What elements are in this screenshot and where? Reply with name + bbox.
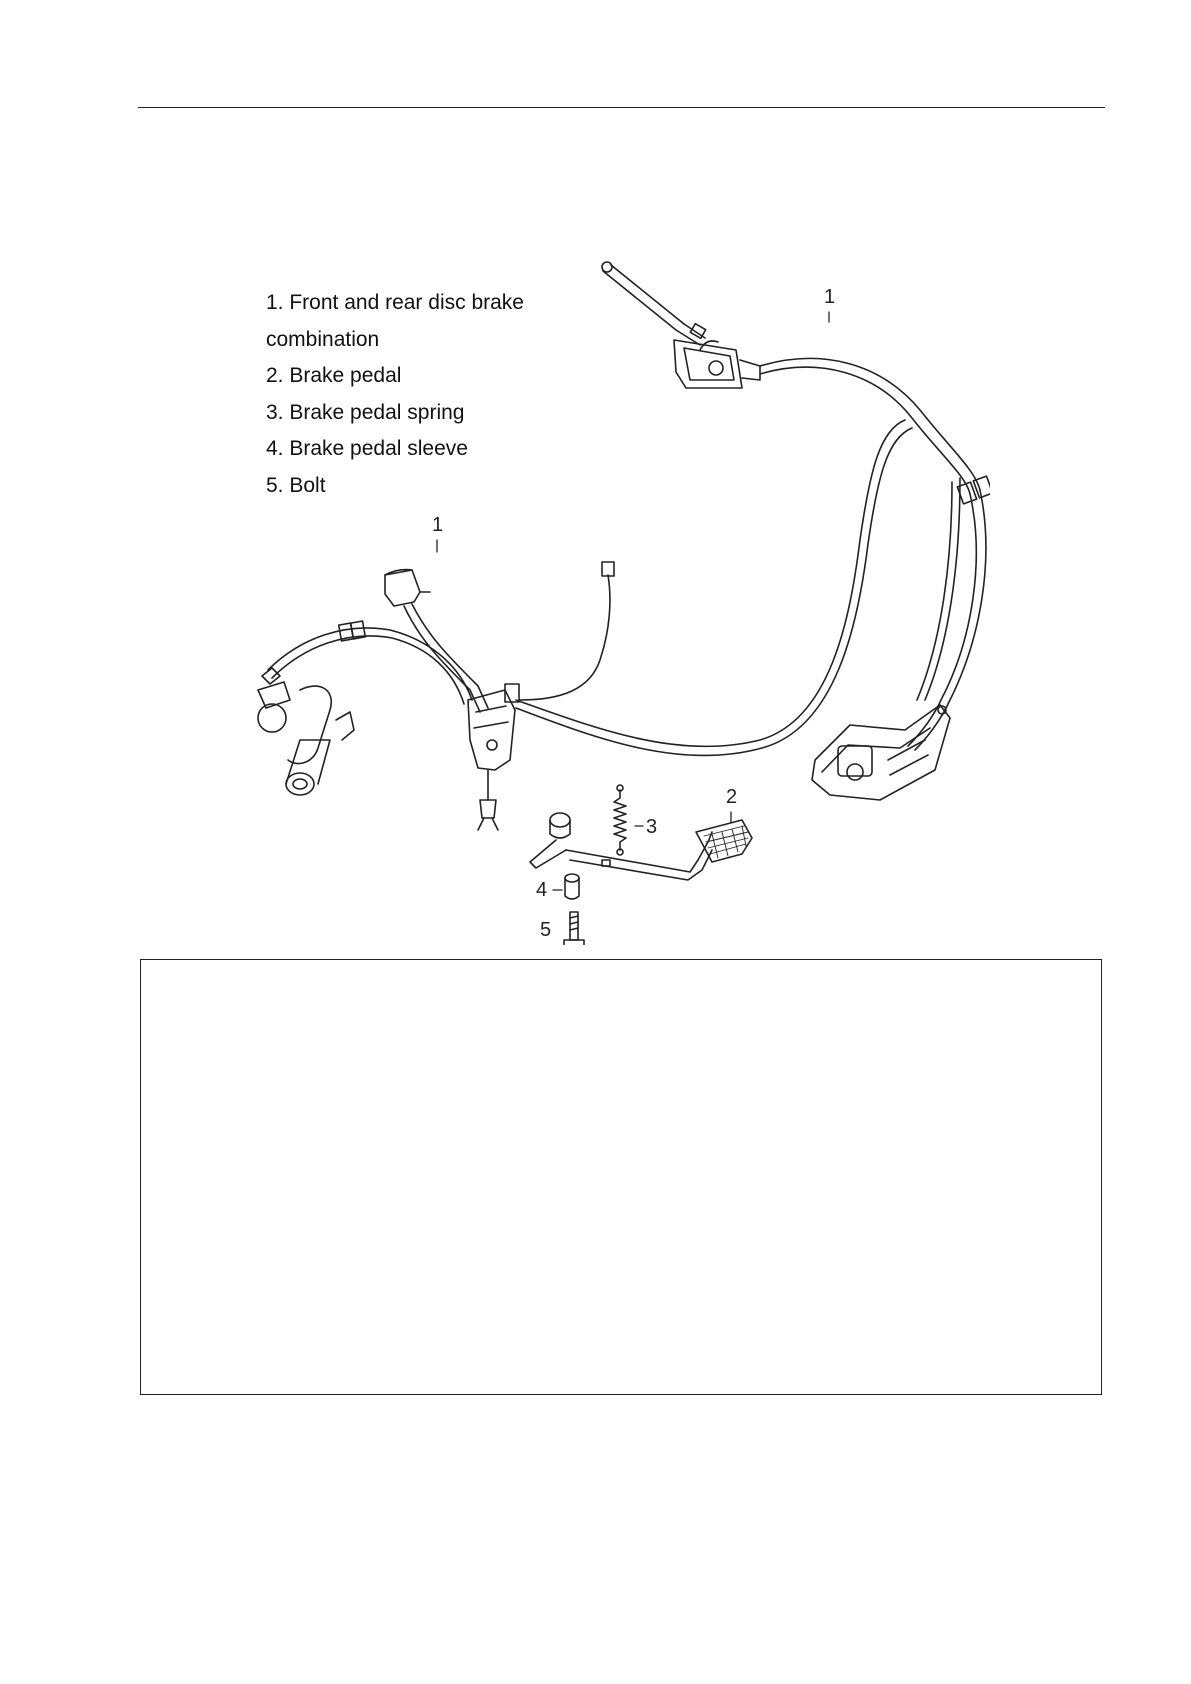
callout-4: 4 (536, 879, 548, 901)
rear-brake-hoses (268, 562, 614, 712)
callout-1-rear: 1 (432, 514, 444, 536)
legend-item-number: 2. (266, 364, 284, 387)
legend-item (266, 285, 524, 358)
front-master-cylinder (674, 340, 760, 388)
legend-item-continuation: combination (266, 327, 380, 351)
connecting-hose (516, 420, 912, 756)
legend-item-number: 1. (266, 291, 284, 314)
rear-master-cylinder (468, 684, 519, 830)
brake-pedal-spring-drawing (614, 785, 626, 855)
legend-item-number: 5. (266, 473, 284, 497)
rear-caliper (258, 668, 354, 795)
legend-item-text: Front and rear disc brake (289, 291, 524, 314)
brake-pedal-drawing (530, 813, 752, 880)
rear-reservoir (385, 570, 430, 606)
brake-pedal-sleeve-drawing (565, 874, 579, 899)
legend-item-number: 4. (266, 437, 284, 460)
empty-content-box (140, 959, 1102, 1395)
front-brake-lever (602, 262, 706, 345)
legend-item-text: Brake pedal sleeve (289, 437, 468, 460)
parts-legend (266, 285, 524, 504)
bolt-drawing (564, 912, 584, 945)
legend-item (266, 431, 524, 468)
header-rule (138, 107, 1105, 108)
legend-item-text: Bolt (289, 473, 326, 497)
legend-item-text: Brake pedal spring (289, 400, 465, 424)
callout-3: 3 (646, 816, 658, 838)
legend-item (266, 395, 524, 432)
callout-5: 5 (540, 919, 552, 941)
callout-1-front: 1 (824, 286, 836, 308)
legend-item (266, 468, 524, 505)
front-brake-hose (760, 358, 990, 750)
legend-item-text: Brake pedal (289, 364, 402, 387)
legend-item (266, 358, 524, 395)
legend-item-number: 3. (266, 400, 284, 424)
callout-2: 2 (726, 786, 738, 808)
